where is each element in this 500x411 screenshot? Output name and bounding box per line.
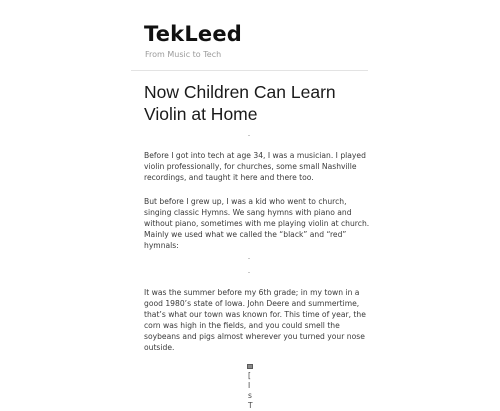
paragraph-line: violin professionally, for churches, some small Nashville xyxy=(144,162,357,171)
post-title[interactable]: Now Children Can Learn Violin at Home xyxy=(144,82,336,124)
broken-image-icon xyxy=(247,364,253,369)
paragraph-line: singing classic Hymns. We sang hymns with piano and xyxy=(144,208,352,217)
image-placeholder-dot xyxy=(248,272,250,273)
site-tagline: From Music to Tech xyxy=(145,50,222,59)
paragraph-line: without piano, sometimes with me playing violin at church. xyxy=(144,219,370,228)
paragraph-line: But before I grew up, I was a kid who went to church, xyxy=(144,197,347,206)
paragraph-line: Before I got into tech at age 34, I was a musician. I played xyxy=(144,151,366,160)
paragraph-line: that’s what our town was known for. This time of year, the xyxy=(144,310,366,319)
paragraph-line: recordings, and taught it here and there too. xyxy=(144,173,314,182)
paragraph-line: corn was high in the fields, and you could smell the xyxy=(144,321,340,330)
alt-text-char: I xyxy=(248,381,251,390)
alt-text-char: s xyxy=(248,391,252,400)
paragraph-line: outside. xyxy=(144,343,175,352)
paragraph-line: It was the summer before my 6th grade; in my town in a xyxy=(144,288,360,297)
post-paragraph-1 xyxy=(144,150,369,183)
alt-text-char: [ xyxy=(248,371,251,380)
header-divider xyxy=(131,70,368,71)
image-placeholder-dot xyxy=(248,258,250,259)
paragraph-line: Mainly we used what we called the “black” and “red” xyxy=(144,230,347,239)
broken-image[interactable] xyxy=(246,363,256,411)
paragraph-line: good 1980’s state of Iowa. John Deere and summertime, xyxy=(144,299,360,308)
post-paragraph-2 xyxy=(144,196,369,251)
post-paragraph-3 xyxy=(144,287,369,353)
paragraph-line: soybeans and pigs almost wherever you turned your nose xyxy=(144,332,365,341)
image-placeholder-dot xyxy=(248,135,250,136)
paragraph-line: hymnals: xyxy=(144,241,179,250)
alt-text-char: T xyxy=(248,401,253,410)
site-title[interactable]: TekLeed xyxy=(144,22,243,46)
